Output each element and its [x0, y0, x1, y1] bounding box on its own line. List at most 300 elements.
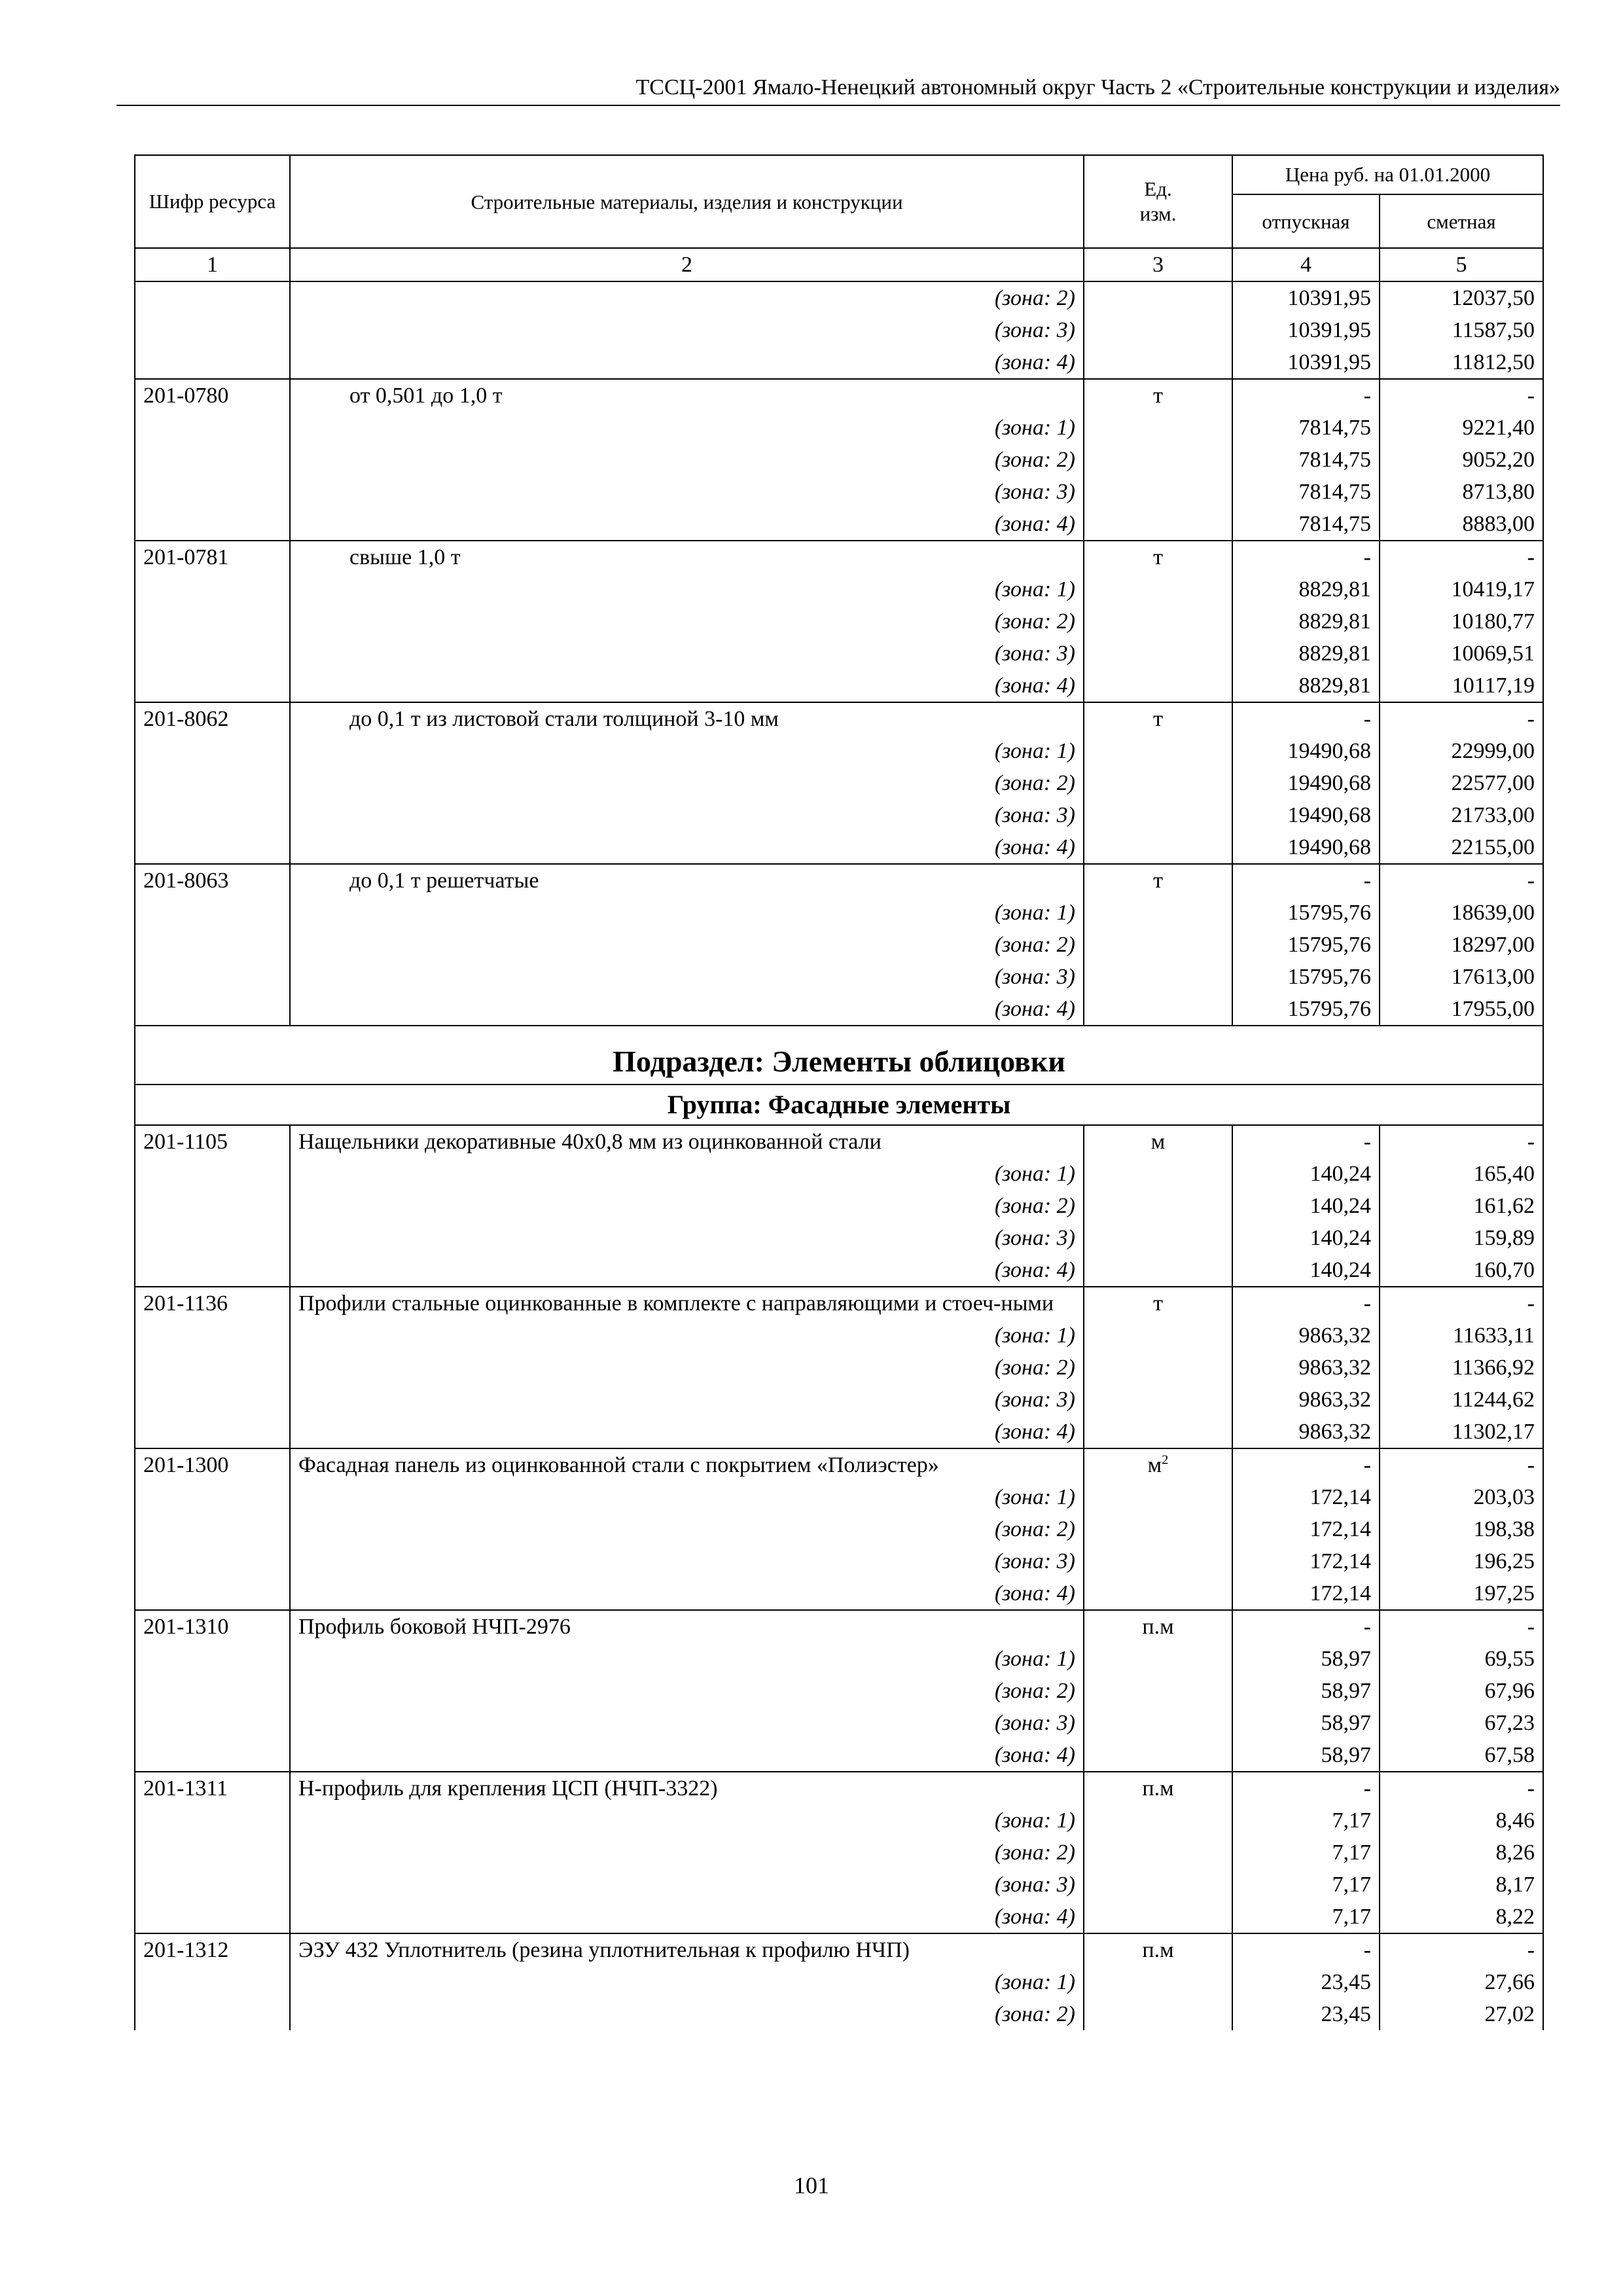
resource-name: свыше 1,0 т	[290, 541, 1084, 573]
table-row	[135, 1610, 1543, 1643]
unit-cell	[1084, 573, 1232, 605]
resource-code-cell	[135, 1643, 290, 1675]
estimate-price: 69,55	[1380, 1643, 1543, 1675]
estimate-price: 21733,00	[1380, 799, 1543, 831]
table-row	[135, 1448, 1543, 1481]
wholesale-price: -	[1232, 1610, 1380, 1643]
zone-label: (зона: 4)	[290, 831, 1084, 864]
unit-cell	[1084, 1158, 1232, 1190]
resource-code-cell	[135, 605, 290, 637]
wholesale-price: 140,24	[1232, 1254, 1380, 1287]
unit-cell	[1084, 1739, 1232, 1772]
estimate-price: 17613,00	[1380, 961, 1543, 993]
estimate-price: 161,62	[1380, 1190, 1543, 1222]
resource-code-cell	[135, 767, 290, 799]
resource-code: 201-1300	[135, 1448, 290, 1481]
zone-label: (зона: 2)	[290, 1190, 1084, 1222]
unit-cell	[1084, 1869, 1232, 1901]
resource-code-cell	[135, 993, 290, 1026]
unit-cell	[1084, 1998, 1232, 2030]
resource-code-cell	[135, 1966, 290, 1998]
resource-name: от 0,501 до 1,0 т	[290, 379, 1084, 412]
resource-code-cell	[135, 1254, 290, 1287]
unit-cell	[1084, 1933, 1232, 1966]
estimate-price: 11302,17	[1380, 1416, 1543, 1448]
estimate-price: 8,26	[1380, 1837, 1543, 1869]
resource-code-cell	[135, 670, 290, 702]
subsection-row	[135, 1026, 1543, 1085]
zone-label: (зона: 2)	[290, 1513, 1084, 1545]
estimate-price: -	[1380, 1448, 1543, 1481]
unit-cell	[1084, 1448, 1232, 1481]
unit-value: п.м	[1142, 1938, 1174, 1962]
estimate-price: -	[1380, 1125, 1543, 1158]
resource-code-cell	[135, 961, 290, 993]
zone-row	[135, 961, 1543, 993]
estimate-price: 8,22	[1380, 1901, 1543, 1933]
wholesale-price: 8829,81	[1232, 605, 1380, 637]
zone-row	[135, 735, 1543, 767]
resource-code-cell	[135, 1384, 290, 1416]
wholesale-price: 10391,95	[1232, 346, 1380, 379]
table-row	[135, 864, 1543, 897]
wholesale-price: 15795,76	[1232, 961, 1380, 993]
unit-value: т	[1153, 545, 1163, 569]
resource-code-cell	[135, 799, 290, 831]
zone-label: (зона: 4)	[290, 1254, 1084, 1287]
unit-cell	[1084, 314, 1232, 346]
estimate-price: 67,96	[1380, 1675, 1543, 1707]
unit-cell	[1084, 767, 1232, 799]
zone-label: (зона: 1)	[290, 1966, 1084, 1998]
wholesale-price: -	[1232, 864, 1380, 897]
table-row	[135, 1933, 1543, 1966]
zone-label: (зона: 2)	[290, 605, 1084, 637]
unit-cell	[1084, 281, 1232, 314]
column-number: 1	[135, 248, 290, 281]
resource-code-cell	[135, 508, 290, 541]
wholesale-price: 7814,75	[1232, 476, 1380, 508]
resource-code-cell	[135, 1416, 290, 1448]
resource-code-cell	[135, 1481, 290, 1513]
page-number: 101	[794, 2172, 829, 2198]
unit-value: м	[1147, 1453, 1162, 1477]
zone-label: (зона: 2)	[290, 444, 1084, 476]
column-number-row	[135, 248, 1543, 281]
zone-row	[135, 476, 1543, 508]
estimate-price: 8,17	[1380, 1869, 1543, 1901]
wholesale-price: -	[1232, 702, 1380, 735]
unit-cell	[1084, 541, 1232, 573]
zone-row	[135, 1319, 1543, 1352]
zone-row	[135, 767, 1543, 799]
zone-label: (зона: 1)	[290, 1481, 1084, 1513]
estimate-price: 11587,50	[1380, 314, 1543, 346]
resource-code: 201-1136	[135, 1287, 290, 1319]
unit-cell	[1084, 1513, 1232, 1545]
resource-code: 201-8063	[135, 864, 290, 897]
resource-code: 201-1310	[135, 1610, 290, 1643]
wholesale-price: 7814,75	[1232, 412, 1380, 444]
estimate-price: 11366,92	[1380, 1352, 1543, 1384]
zone-row	[135, 1739, 1543, 1772]
estimate-price: 17955,00	[1380, 993, 1543, 1026]
estimate-price: 11812,50	[1380, 346, 1543, 379]
resource-name: Профиль боковой НЧП-2976	[290, 1610, 1084, 1643]
resource-code-cell	[135, 1739, 290, 1772]
unit-cell	[1084, 735, 1232, 767]
unit-cell	[1084, 508, 1232, 541]
wholesale-price: 7,17	[1232, 1837, 1380, 1869]
estimate-price: -	[1380, 1287, 1543, 1319]
unit-cell	[1084, 444, 1232, 476]
zone-label: (зона: 3)	[290, 1222, 1084, 1254]
zone-label: (зона: 1)	[290, 735, 1084, 767]
table-row	[135, 702, 1543, 735]
unit-value: т	[1153, 1291, 1163, 1316]
zone-row	[135, 1352, 1543, 1384]
estimate-price: 67,23	[1380, 1707, 1543, 1739]
column-number: 4	[1232, 248, 1380, 281]
unit-cell	[1084, 1287, 1232, 1319]
resource-code-cell	[135, 314, 290, 346]
wholesale-price: 23,45	[1232, 1998, 1380, 2030]
zone-row	[135, 508, 1543, 541]
unit-cell	[1084, 1545, 1232, 1577]
estimate-price: 12037,50	[1380, 281, 1543, 314]
zone-label: (зона: 3)	[290, 1869, 1084, 1901]
zone-row	[135, 799, 1543, 831]
unit-cell	[1084, 1125, 1232, 1158]
zone-row	[135, 281, 1543, 314]
estimate-price: -	[1380, 702, 1543, 735]
wholesale-price: 58,97	[1232, 1643, 1380, 1675]
unit-cell	[1084, 1222, 1232, 1254]
estimate-price: 22155,00	[1380, 831, 1543, 864]
estimate-price: 18297,00	[1380, 929, 1543, 961]
price-table	[134, 154, 1544, 2030]
resource-code-cell	[135, 346, 290, 379]
zone-label: (зона: 3)	[290, 1384, 1084, 1416]
zone-label: (зона: 4)	[290, 993, 1084, 1026]
zone-row	[135, 1222, 1543, 1254]
zone-label: (зона: 1)	[290, 1319, 1084, 1352]
zone-row	[135, 1384, 1543, 1416]
zone-row	[135, 1577, 1543, 1610]
estimate-price: -	[1380, 1933, 1543, 1966]
resource-code-cell	[135, 1837, 290, 1869]
unit-cell	[1084, 993, 1232, 1026]
zone-row	[135, 1643, 1543, 1675]
unit-cell	[1084, 799, 1232, 831]
unit-cell	[1084, 1190, 1232, 1222]
resource-name: Фасадная панель из оцинкованной стали с покрытием «Полиэстер»	[290, 1448, 1084, 1481]
wholesale-price: -	[1232, 1448, 1380, 1481]
table-row	[135, 1287, 1543, 1319]
header-unit: Ед. изм.	[1084, 155, 1232, 248]
zone-row	[135, 346, 1543, 379]
zone-label: (зона: 2)	[290, 1998, 1084, 2030]
zone-label: (зона: 3)	[290, 961, 1084, 993]
estimate-price: -	[1380, 379, 1543, 412]
wholesale-price: -	[1232, 541, 1380, 573]
unit-cell	[1084, 379, 1232, 412]
unit-value: п.м	[1142, 1615, 1174, 1639]
resource-code-cell	[135, 573, 290, 605]
wholesale-price: -	[1232, 1772, 1380, 1804]
estimate-price: -	[1380, 1610, 1543, 1643]
wholesale-price: 19490,68	[1232, 735, 1380, 767]
resource-name: Профили стальные оцинкованные в комплекте с направляющими и стоеч-ными	[290, 1287, 1084, 1319]
estimate-price: -	[1380, 864, 1543, 897]
unit-cell	[1084, 605, 1232, 637]
wholesale-price: 9863,32	[1232, 1352, 1380, 1384]
running-header: ТССЦ-2001 Ямало-Ненецкий автономный округ Часть 2 «Строительные конструкции и изделия»	[635, 75, 1560, 99]
estimate-price: 11244,62	[1380, 1384, 1543, 1416]
table-row	[135, 1772, 1543, 1804]
header-rule	[116, 105, 1560, 106]
group-title: Группа: Фасадные элементы	[135, 1085, 1543, 1125]
zone-label: (зона: 2)	[290, 281, 1084, 314]
estimate-price: 10180,77	[1380, 605, 1543, 637]
zone-label: (зона: 4)	[290, 670, 1084, 702]
wholesale-price: 172,14	[1232, 1481, 1380, 1513]
estimate-price: 197,25	[1380, 1577, 1543, 1610]
zone-row	[135, 929, 1543, 961]
estimate-price: 8713,80	[1380, 476, 1543, 508]
wholesale-price: 15795,76	[1232, 929, 1380, 961]
table-row	[135, 541, 1543, 573]
resource-code-cell	[135, 476, 290, 508]
zone-label: (зона: 3)	[290, 476, 1084, 508]
zone-label: (зона: 1)	[290, 1804, 1084, 1837]
zone-label: (зона: 4)	[290, 508, 1084, 541]
zone-label: (зона: 4)	[290, 1416, 1084, 1448]
zone-label: (зона: 1)	[290, 573, 1084, 605]
unit-cell	[1084, 864, 1232, 897]
resource-code-cell	[135, 1869, 290, 1901]
header-estimate: сметная	[1380, 194, 1543, 248]
column-number: 5	[1380, 248, 1543, 281]
unit-superscript: 2	[1162, 1452, 1169, 1467]
zone-label: (зона: 3)	[290, 637, 1084, 670]
wholesale-price: 23,45	[1232, 1966, 1380, 1998]
unit-cell	[1084, 1966, 1232, 1998]
resource-code-cell	[135, 1190, 290, 1222]
unit-value: т	[1153, 707, 1163, 731]
wholesale-price: 19490,68	[1232, 831, 1380, 864]
unit-cell	[1084, 1352, 1232, 1384]
zone-label: (зона: 1)	[290, 412, 1084, 444]
estimate-price: 165,40	[1380, 1158, 1543, 1190]
resource-code-cell	[135, 929, 290, 961]
zone-label: (зона: 2)	[290, 1837, 1084, 1869]
resource-code: 201-1311	[135, 1772, 290, 1804]
estimate-price: 160,70	[1380, 1254, 1543, 1287]
zone-label: (зона: 2)	[290, 929, 1084, 961]
unit-cell	[1084, 897, 1232, 929]
header-name: Строительные материалы, изделия и конструкции	[290, 155, 1084, 248]
wholesale-price: 15795,76	[1232, 993, 1380, 1026]
zone-row	[135, 573, 1543, 605]
estimate-price: 10069,51	[1380, 637, 1543, 670]
wholesale-price: 19490,68	[1232, 767, 1380, 799]
resource-code-cell	[135, 444, 290, 476]
estimate-price: 8883,00	[1380, 508, 1543, 541]
resource-code-cell	[135, 1513, 290, 1545]
estimate-price: 27,02	[1380, 1998, 1543, 2030]
estimate-price: 9052,20	[1380, 444, 1543, 476]
zone-row	[135, 1966, 1543, 1998]
estimate-price: 67,58	[1380, 1739, 1543, 1772]
unit-cell	[1084, 670, 1232, 702]
wholesale-price: 172,14	[1232, 1513, 1380, 1545]
table-body	[135, 281, 1543, 2030]
zone-label: (зона: 1)	[290, 1158, 1084, 1190]
estimate-price: 10419,17	[1380, 573, 1543, 605]
resource-code-cell	[135, 1545, 290, 1577]
zone-label: (зона: 3)	[290, 1545, 1084, 1577]
estimate-price: -	[1380, 1772, 1543, 1804]
resource-code: 201-1312	[135, 1933, 290, 1966]
resource-code: 201-1105	[135, 1125, 290, 1158]
resource-code-cell	[135, 412, 290, 444]
unit-cell	[1084, 1675, 1232, 1707]
wholesale-price: 140,24	[1232, 1190, 1380, 1222]
unit-cell	[1084, 412, 1232, 444]
wholesale-price: 19490,68	[1232, 799, 1380, 831]
resource-code-cell	[135, 897, 290, 929]
unit-cell	[1084, 1610, 1232, 1643]
header-code: Шифр ресурса	[135, 155, 290, 248]
wholesale-price: 8829,81	[1232, 573, 1380, 605]
estimate-price: 203,03	[1380, 1481, 1543, 1513]
zone-row	[135, 1901, 1543, 1933]
wholesale-price: 7,17	[1232, 1901, 1380, 1933]
wholesale-price: -	[1232, 1287, 1380, 1319]
zone-row	[135, 314, 1543, 346]
zone-row	[135, 1804, 1543, 1837]
unit-cell	[1084, 1772, 1232, 1804]
zone-row	[135, 993, 1543, 1026]
wholesale-price: 9863,32	[1232, 1416, 1380, 1448]
unit-cell	[1084, 929, 1232, 961]
wholesale-price: 172,14	[1232, 1545, 1380, 1577]
wholesale-price: 140,24	[1232, 1222, 1380, 1254]
wholesale-price: 140,24	[1232, 1158, 1380, 1190]
zone-row	[135, 1416, 1543, 1448]
zone-label: (зона: 3)	[290, 1707, 1084, 1739]
resource-code-cell	[135, 735, 290, 767]
zone-label: (зона: 4)	[290, 346, 1084, 379]
header-row-top	[135, 155, 1543, 194]
resource-name: до 0,1 т решетчатые	[290, 864, 1084, 897]
estimate-price: 9221,40	[1380, 412, 1543, 444]
zone-row	[135, 1675, 1543, 1707]
zone-row	[135, 637, 1543, 670]
zone-label: (зона: 3)	[290, 799, 1084, 831]
zone-row	[135, 1254, 1543, 1287]
wholesale-price: 9863,32	[1232, 1384, 1380, 1416]
wholesale-price: 58,97	[1232, 1707, 1380, 1739]
wholesale-price: 7814,75	[1232, 508, 1380, 541]
wholesale-price: 8829,81	[1232, 670, 1380, 702]
wholesale-price: -	[1232, 1933, 1380, 1966]
estimate-price: 22999,00	[1380, 735, 1543, 767]
resource-name: Нащельники декоративные 40х0,8 мм из оцинкованной стали	[290, 1125, 1084, 1158]
unit-cell	[1084, 961, 1232, 993]
unit-value: т	[1153, 869, 1163, 893]
zone-row	[135, 605, 1543, 637]
estimate-price: 18639,00	[1380, 897, 1543, 929]
zone-row	[135, 444, 1543, 476]
unit-value: м	[1150, 1130, 1166, 1154]
resource-code: 201-0781	[135, 541, 290, 573]
unit-cell	[1084, 476, 1232, 508]
zone-label: (зона: 2)	[290, 1352, 1084, 1384]
resource-code-cell	[135, 1675, 290, 1707]
estimate-price: 198,38	[1380, 1513, 1543, 1545]
wholesale-price: -	[1232, 379, 1380, 412]
resource-name: ЭЗУ 432 Уплотнитель (резина уплотнительная к профилю НЧП)	[290, 1933, 1084, 1966]
resource-code-cell	[135, 281, 290, 314]
zone-row	[135, 412, 1543, 444]
resource-name: Н-профиль для крепления ЦСП (НЧП-3322)	[290, 1772, 1084, 1804]
zone-row	[135, 1837, 1543, 1869]
resource-code-cell	[135, 1577, 290, 1610]
zone-row	[135, 1190, 1543, 1222]
group-row	[135, 1085, 1543, 1125]
resource-code: 201-0780	[135, 379, 290, 412]
unit-cell	[1084, 637, 1232, 670]
zone-row	[135, 1513, 1543, 1545]
wholesale-price: 15795,76	[1232, 897, 1380, 929]
wholesale-price: 7,17	[1232, 1804, 1380, 1837]
resource-code-cell	[135, 1707, 290, 1739]
resource-code-cell	[135, 637, 290, 670]
zone-label: (зона: 1)	[290, 1643, 1084, 1675]
zone-label: (зона: 4)	[290, 1739, 1084, 1772]
zone-label: (зона: 3)	[290, 314, 1084, 346]
zone-row	[135, 1545, 1543, 1577]
header-wholesale: отпускная	[1232, 194, 1380, 248]
unit-cell	[1084, 1254, 1232, 1287]
zone-row	[135, 897, 1543, 929]
unit-cell	[1084, 1804, 1232, 1837]
header-price-group: Цена руб. на 01.01.2000	[1232, 155, 1543, 194]
zone-row	[135, 1998, 1543, 2030]
unit-cell	[1084, 346, 1232, 379]
zone-row	[135, 1481, 1543, 1513]
zone-label: (зона: 4)	[290, 1901, 1084, 1933]
wholesale-price: 172,14	[1232, 1577, 1380, 1610]
unit-cell	[1084, 831, 1232, 864]
unit-cell	[1084, 1481, 1232, 1513]
zone-row	[135, 1158, 1543, 1190]
resource-code-cell	[135, 1158, 290, 1190]
zone-row	[135, 670, 1543, 702]
table-row	[135, 379, 1543, 412]
wholesale-price: 58,97	[1232, 1739, 1380, 1772]
resource-code-cell	[135, 831, 290, 864]
estimate-price: 27,66	[1380, 1966, 1543, 1998]
unit-cell	[1084, 1643, 1232, 1675]
resource-code: 201-8062	[135, 702, 290, 735]
wholesale-price: 10391,95	[1232, 314, 1380, 346]
zone-label: (зона: 2)	[290, 1675, 1084, 1707]
resource-code-cell	[135, 1804, 290, 1837]
estimate-price: 159,89	[1380, 1222, 1543, 1254]
